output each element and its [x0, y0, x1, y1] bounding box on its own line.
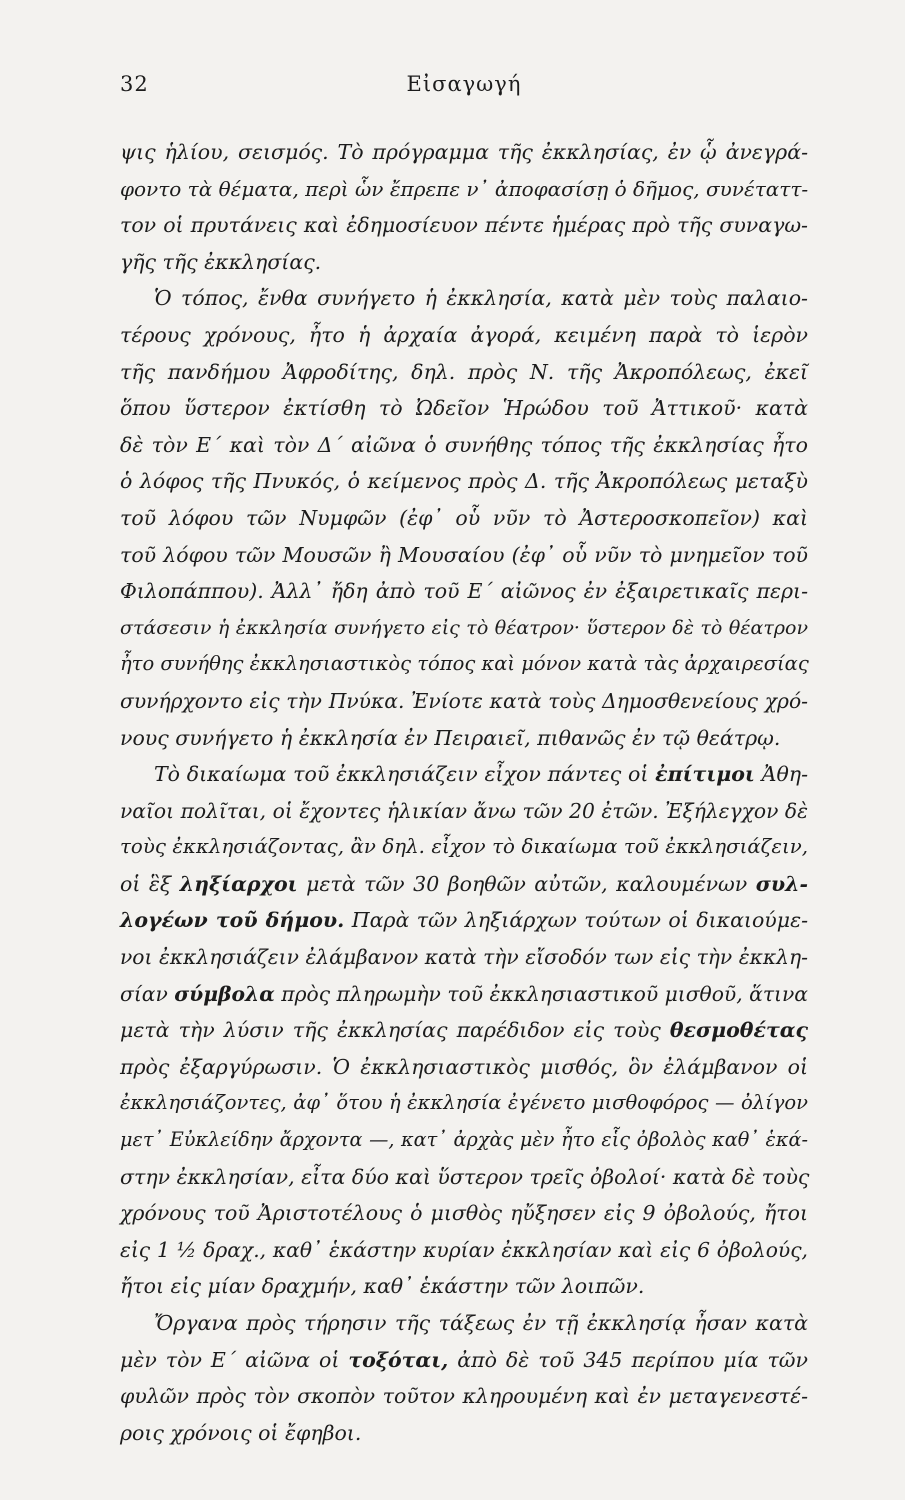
text-line — [120, 683, 808, 720]
text-segment: χρόνους τοῦ Ἀριστοτέλους ὁ μισθὸς ηὔξησεν εἰς 9 ὀβολούς, ἤτοι — [120, 1201, 808, 1226]
bold-term: συλ- — [755, 871, 808, 896]
text-line — [120, 1268, 808, 1305]
text-line — [120, 976, 808, 1013]
text-line — [120, 1342, 808, 1379]
text-segment: μετὰ τὴν λύσιν τῆς ἐκκλησίας παρέδιδον εἰς τοὺς — [120, 1018, 670, 1043]
text-segment: ἐκκλησιάζοντες, ἀφ᾽ ὅτου ἡ ἐκκλησία ἐγένετο μισθοφόρος — ὀλίγον — [120, 1091, 808, 1115]
text-line — [120, 244, 808, 281]
text-line — [120, 280, 808, 317]
text-line — [120, 207, 808, 244]
text-line — [120, 500, 808, 537]
text-line — [120, 390, 808, 427]
bold-term: θεσμοθέτας — [669, 1018, 808, 1043]
running-head — [120, 72, 808, 104]
text-segment: ναῖοι πολῖται, οἱ ἔχοντες ἡλικίαν ἄνω τῶν 20 ἐτῶν. Ἐξήλεγχον δὲ — [120, 798, 808, 823]
text-line — [120, 1122, 808, 1159]
text-segment: Φιλοπάππου). Ἀλλ᾽ ἤδη ἀπὸ τοῦ Ε´ αἰῶνος ἐν ἐξαιρετικαῖς περι- — [120, 579, 808, 604]
text-segment: ὁ λόφος τῆς Πνυκός, ὁ κείμενος πρὸς Δ. τῆς Ἀκροπόλεως μεταξὺ — [120, 469, 808, 494]
text-segment: Τὸ δικαίωμα τοῦ ἐκκλησιάζειν εἶχον πάντες οἱ — [154, 762, 656, 787]
text-segment: ἦτο συνήθης ἐκκλησιαστικὸς τόπος καὶ μόνον κατὰ τὰς ἀρχαιρεσίας — [120, 652, 809, 676]
text-segment: Ἀθη- — [754, 762, 809, 787]
text-segment: δὲ τὸν Ε´ καὶ τὸν Δ´ αἰῶνα ὁ συνήθης τόπος τῆς ἐκκλησίας ἦτο — [120, 432, 808, 457]
text-segment: φυλῶν πρὸς τὸν σκοπὸν τοῦτον κληρουμένη καὶ ἐν μεταγενεστέ- — [120, 1384, 808, 1409]
text-line — [120, 317, 808, 354]
text-segment: ἤτοι εἰς μίαν δραχμήν, καθ᾽ ἑκάστην τῶν λοιπῶν. — [120, 1274, 645, 1299]
header-title: Εἰσαγωγή — [406, 72, 522, 96]
text-line — [120, 537, 808, 574]
text-segment: οἱ ἓξ — [120, 871, 180, 896]
text-line — [120, 1305, 808, 1342]
text-line — [120, 1085, 808, 1122]
text-segment: τῆς πανδήμου Ἀφροδίτης, δηλ. πρὸς Ν. τῆς Ἀκροπόλεως, ἐκεῖ — [120, 359, 808, 384]
text-line — [120, 720, 808, 757]
page-number: 32 — [120, 72, 149, 96]
text-segment: πρὸς ἐξαργύρωσιν. Ὁ ἐκκλησιαστικὸς μισθός, ὃν ἐλάμβανον οἱ — [120, 1054, 808, 1079]
text-segment: φοντο τὰ θέματα, περὶ ὧν ἔπρεπε ν᾽ ἀποφασίσῃ ὁ δῆμος, συνέταττ- — [120, 176, 809, 201]
text-segment: σίαν — [120, 981, 175, 1006]
text-line — [120, 1049, 808, 1086]
text-line — [120, 610, 808, 647]
bold-term: λογέων τοῦ δήμου. — [120, 908, 345, 933]
text-segment: μετὰ τῶν 30 βοηθῶν αὐτῶν, καλουμένων — [297, 871, 756, 896]
text-segment: ὅπου ὕστερον ἐκτίσθη τὸ Ὠδεῖον Ἡρώδου τοῦ Ἀττικοῦ· κατὰ — [120, 396, 808, 421]
text-segment: Ὄργανα πρὸς τήρησιν τῆς τάξεως ἐν τῇ ἐκκλησίᾳ ἦσαν κατὰ — [154, 1311, 808, 1335]
text-line — [120, 902, 808, 939]
text-line — [120, 427, 808, 464]
bold-term: ἐπίτιμοι — [655, 762, 755, 787]
text-line — [120, 829, 808, 866]
text-line — [120, 463, 808, 500]
text-segment: στάσεσιν ἡ ἐκκλησία συνήγετο εἰς τὸ θέατρον· ὕστερον δὲ τὸ θέατρον — [120, 616, 808, 639]
text-segment: πρὸς πληρωμὴν τοῦ ἐκκλησιαστικοῦ μισθοῦ, ἅτινα — [274, 981, 808, 1006]
text-segment: τοὺς ἐκκλησιάζοντας, ἂν δηλ. εἶχον τὸ δικαίωμα τοῦ ἐκκλησιάζειν, — [120, 835, 808, 859]
text-segment: Ὁ τόπος, ἔνθα συνήγετο ἡ ἐκκλησία, κατὰ μὲν τοὺς παλαιο- — [154, 286, 808, 311]
bold-term: τοξόται, — [348, 1347, 449, 1372]
text-segment: συνήρχοντο εἰς τὴν Πνύκα. Ἐνίοτε κατὰ τοὺς Δημοσθενείους χρό- — [120, 688, 808, 713]
text-line — [120, 646, 808, 683]
text-segment: ροις χρόνοις οἱ ἔφηβοι. — [120, 1420, 362, 1445]
text-line — [120, 1378, 808, 1415]
text-segment: μὲν τὸν Ε´ αἰῶνα οἱ — [120, 1347, 349, 1372]
text-line — [120, 171, 808, 208]
bold-term: σύμβολα — [174, 981, 275, 1006]
text-segment: νοι ἐκκλησιάζειν ἐλάμβανον κατὰ τὴν εἴσοδόν των εἰς τὴν ἐκκλη- — [120, 945, 808, 970]
text-line — [120, 134, 808, 171]
text-segment: τέρους χρόνους, ἦτο ἡ ἀρχαία ἀγορά, κειμένη παρὰ τὸ ἱερὸν — [120, 322, 808, 347]
body-text — [120, 134, 808, 1451]
text-line — [120, 1415, 808, 1452]
text-line — [120, 756, 808, 793]
text-segment: στην ἐκκλησίαν, εἶτα δύο καὶ ὕστερον τρεῖς ὀβολοί· κατὰ δὲ τοὺς — [120, 1164, 810, 1189]
text-segment: νους συνήγετο ἡ ἐκκλησία ἐν Πειραιεῖ, πιθανῶς ἐν τῷ θεάτρῳ. — [120, 725, 781, 750]
text-line — [120, 1232, 808, 1269]
text-line — [120, 866, 808, 903]
text-line — [120, 1012, 808, 1049]
text-segment: εἰς 1 ½ δραχ., καθ᾽ ἑκάστην κυρίαν ἐκκλησίαν καὶ εἰς 6 ὀβολούς, — [120, 1237, 808, 1262]
text-segment: τον οἱ πρυτάνεις καὶ ἐδημοσίευον πέντε ἡμέρας πρὸ τῆς συναγω- — [120, 213, 808, 238]
text-segment: ψις ἡλίου, σεισμός. Τὸ πρόγραμμα τῆς ἐκκλησίας, ἐν ᾧ ἀνεγρά- — [120, 140, 808, 164]
text-segment: γῆς τῆς ἐκκλησίας. — [120, 249, 322, 274]
text-line — [120, 939, 808, 976]
text-segment: τοῦ λόφου τῶν Νυμφῶν (ἐφ᾽ οὗ νῦν τὸ Ἀστεροσκοπεῖον) καὶ — [120, 505, 808, 530]
text-line — [120, 573, 808, 610]
text-line — [120, 354, 808, 391]
text-segment: Παρὰ τῶν ληξιάρχων τούτων οἱ δικαιούμε- — [344, 908, 809, 933]
text-line — [120, 1159, 808, 1196]
text-segment: τοῦ λόφου τῶν Μουσῶν ἢ Μουσαίου (ἐφ᾽ οὗ νῦν τὸ μνημεῖον τοῦ — [120, 542, 808, 567]
text-segment: ἀπὸ δὲ τοῦ 345 περίπου μία τῶν — [448, 1347, 808, 1372]
bold-term: ληξίαρχοι — [179, 871, 298, 896]
text-segment: μετ᾽ Εὐκλείδην ἄρχοντα —, κατ᾽ ἀρχὰς μὲν ἦτο εἷς ὀβολὸς καθ᾽ ἑκά- — [120, 1128, 808, 1152]
text-line — [120, 1195, 808, 1232]
text-line — [120, 793, 808, 830]
